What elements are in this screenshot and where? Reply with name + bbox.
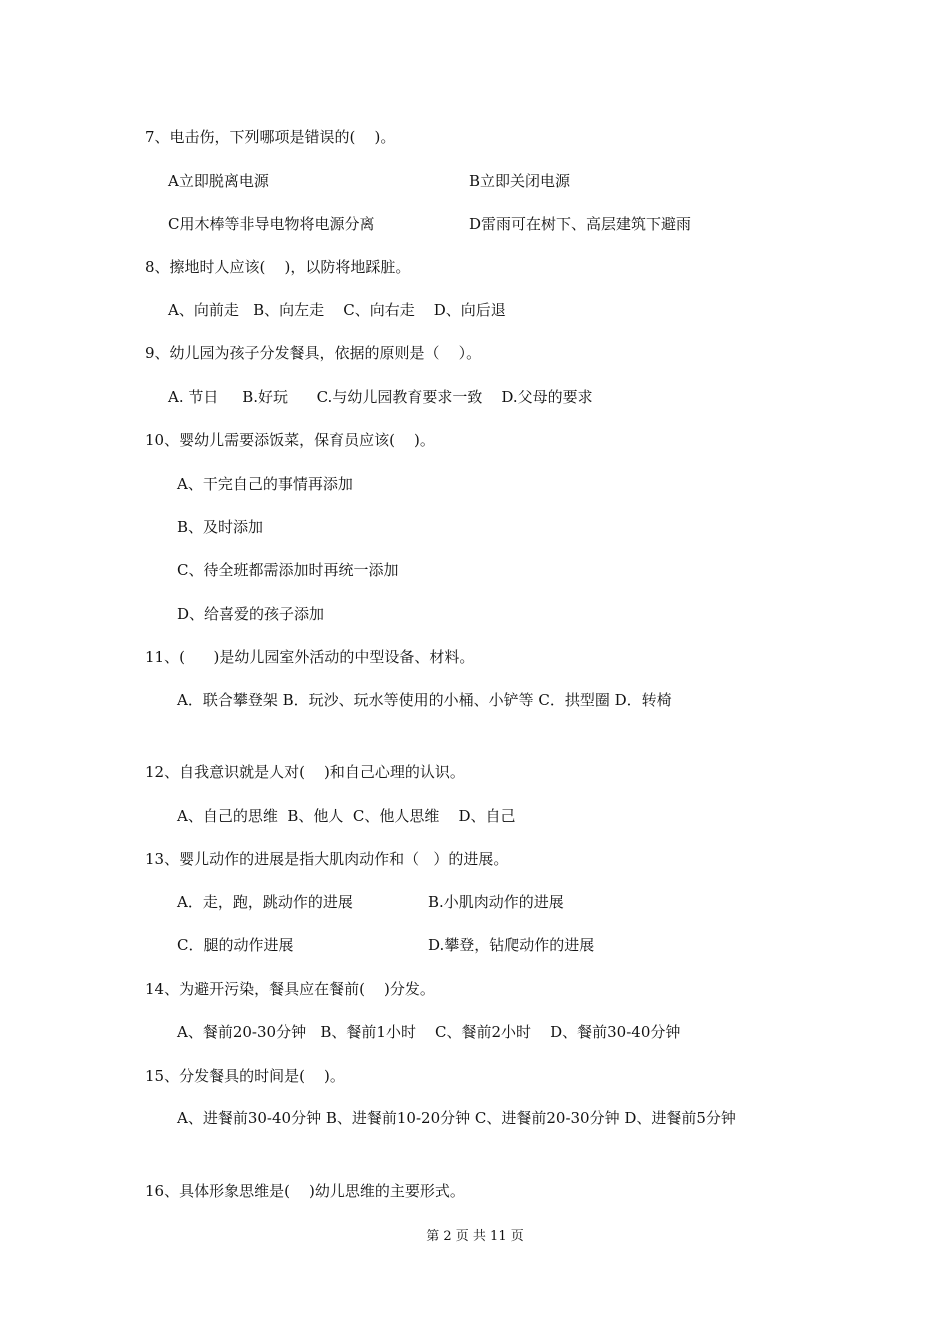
question-12-stem: 12、自我意识就是人对( )和自己心理的认识。 <box>145 763 465 781</box>
question-7-stem: 7、电击伤，下列哪项是错误的( )。 <box>145 128 396 146</box>
question-13-option-d: D.攀登，钻爬动作的进展 <box>428 936 595 954</box>
question-10-option-c: C、待全班都需添加时再统一添加 <box>177 561 399 579</box>
question-16-stem: 16、具体形象思维是( )幼儿思维的主要形式。 <box>145 1182 465 1200</box>
question-10-option-b: B、及时添加 <box>177 518 264 536</box>
question-13-option-c: C．腿的动作进展 <box>177 936 294 954</box>
question-11-stem: 11、( )是幼儿园室外活动的中型设备、材料。 <box>145 648 475 666</box>
question-10-option-d: D、给喜爱的孩子添加 <box>177 605 325 623</box>
question-14-options: A、餐前20-30分钟 B、餐前1小时 C、餐前2小时 D、餐前30-40分钟 <box>177 1023 681 1041</box>
question-13-option-b: B.小肌肉动作的进展 <box>428 893 564 911</box>
question-12-options: A、自己的思维 B、他人 C、他人思维 D、自己 <box>177 807 516 825</box>
question-8-options: A、向前走 B、向左走 C、向右走 D、向后退 <box>168 301 506 319</box>
question-8-stem: 8、擦地时人应该( )，以防将地踩脏。 <box>145 258 411 276</box>
question-7-option-d: D雷雨可在树下、高层建筑下避雨 <box>469 215 692 233</box>
question-7-option-b: B立即关闭电源 <box>469 172 571 190</box>
question-9-stem: 9、幼儿园为孩子分发餐具，依据的原则是（ ）。 <box>145 344 482 362</box>
question-14-stem: 14、为避开污染，餐具应在餐前( )分发。 <box>145 980 435 998</box>
question-9-options: A. 节日 B.好玩 C.与幼儿园教育要求一致 D.父母的要求 <box>168 388 593 406</box>
question-11-options-block <box>145 686 810 714</box>
question-13-option-a: A．走，跑，跳动作的进展 <box>177 893 353 911</box>
question-15-options: A、进餐前30-40分钟 B、进餐前10-20分钟 C、进餐前20-30分钟 D、进餐前5分钟 <box>177 1109 736 1127</box>
question-11-options: A．联合攀登架 B．玩沙、玩水等使用的小桶、小铲等 C．拱型圈 D．转椅 <box>177 691 672 709</box>
question-7-option-c: C用木棒等非导电物将电源分离 <box>168 215 375 233</box>
question-13-stem: 13、婴儿动作的进展是指大肌肉动作和（ ）的进展。 <box>145 850 509 868</box>
page-footer: 第 2 页 共 11 页 <box>426 1229 524 1244</box>
question-7-option-a: A立即脱离电源 <box>168 172 269 190</box>
question-10-option-a: A、干完自己的事情再添加 <box>177 475 353 493</box>
question-15-options-block <box>145 1104 810 1132</box>
question-10-stem: 10、婴幼儿需要添饭菜，保育员应该( )。 <box>145 431 435 449</box>
question-15-stem: 15、分发餐具的时间是( )。 <box>145 1067 345 1085</box>
